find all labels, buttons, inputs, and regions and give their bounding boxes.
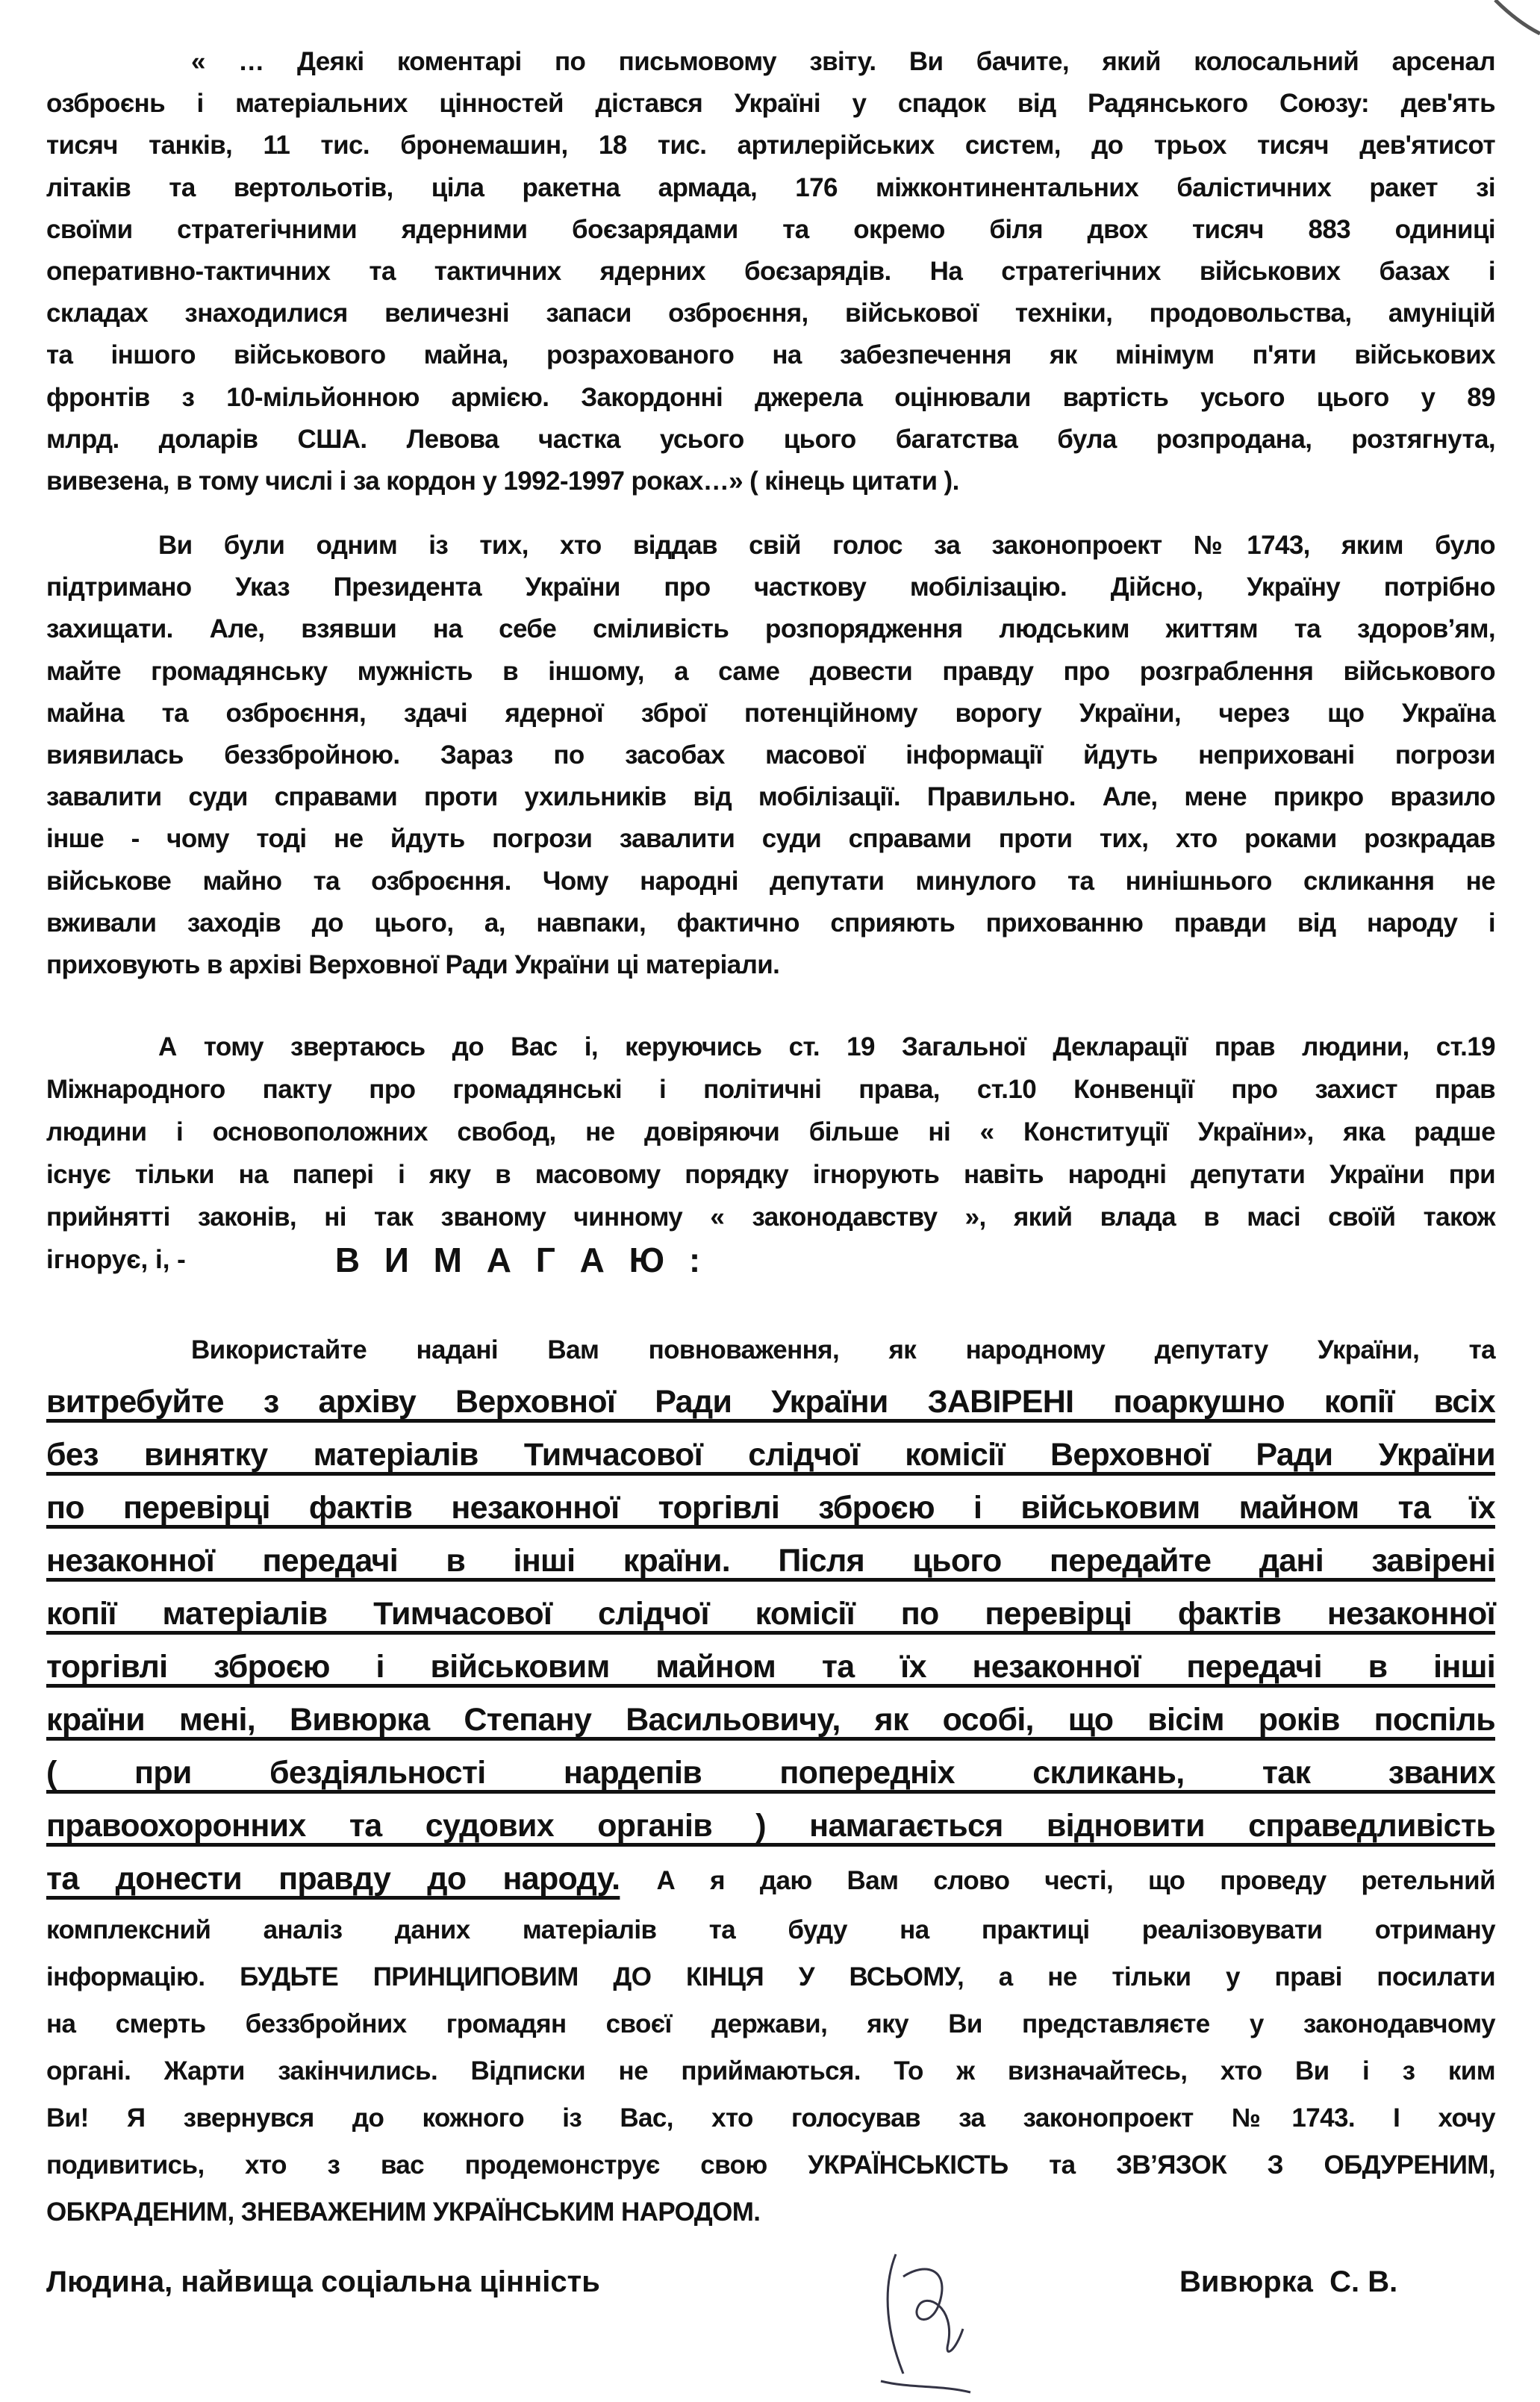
underlined-text: копії матеріалів Тимчасової слідчої комісії по перевірці фактів незаконної: [46, 1596, 1495, 1632]
text-line: складах знаходилися величезні запаси озброєння, військової техніки, продовольства, амуніцій: [46, 299, 1495, 328]
signature: [866, 2232, 985, 2402]
underlined-text: та донести правду до народу.: [46, 1861, 620, 1897]
text-line: А тому звертаюсь до Вас і, керуючись ст. 19 Загальної Декларації прав людини, ст.19: [158, 1032, 1495, 1061]
text-line: Ви були одним із тих, хто віддав свій голос за законопроект №1743, яким було: [158, 531, 1495, 560]
text-line: комплексний аналіз даних матеріалів та буду на практиці реалізовувати отриману: [46, 1915, 1495, 1944]
paragraph-vote: [46, 525, 1495, 986]
text-line: на смерть беззбройних громадян своєї держави, яку Ви представляєте у законодавчому: [46, 2009, 1495, 2038]
text-line: існує тільки на папері і яку в масовому порядку ігнорують навіть народні депутати України при: [46, 1160, 1495, 1189]
text-line: інше - чому тоді не йдуть погрози завалити суди справами проти тих, хто роками розкрадав: [46, 824, 1495, 854]
underlined-text: правоохоронних та судових органів ) намагається відновити справедливість: [46, 1808, 1495, 1844]
text-segment: А я даю Вам слово честі, що проведу ретельний: [656, 1866, 1496, 1895]
text-line: виявилась беззбройною. Зараз по засобах масової інформації йдуть неприховані погрози: [46, 740, 1495, 770]
underlined-line: [46, 1800, 1495, 1853]
underlined-line: [46, 1747, 1495, 1800]
underlined-text: незаконної передачі в інші країни. Після цього передайте дані завірені: [46, 1543, 1495, 1579]
footer: [46, 2265, 1495, 2307]
text-line: інформацію. БУДЬТЕ ПРИНЦИПОВИМ ДО КІНЦЯ У ВСЬОМУ, а не тільки у праві посилати: [46, 1962, 1495, 1991]
text-line: подивитись, хто з вас продемонструє свою УКРАЇНСЬКІСТЬ та ЗВ’ЯЗОК З ОБДУРЕНИМ,: [46, 2150, 1495, 2180]
underlined-line: [46, 1376, 1495, 1429]
text-line: органі. Жарти закінчились. Відписки не приймаються. То ж визначайтесь, хто Ви і з ким: [46, 2056, 1495, 2086]
text-line: своїми стратегічними ядерними боєзарядами та окремо біля двох тисяч 883 одиниці: [46, 214, 1495, 244]
underlined-line: [46, 1482, 1495, 1535]
text-line: прийнятті законів, ні так званому чинному « законодавству », який влада в масі своїй також: [46, 1202, 1495, 1232]
text-line: людини і основоположних свобод, не довіряючи більше ні « Конституції України», яка радше: [46, 1117, 1495, 1147]
text-line: вживали заходів до цього, а, навпаки, фактично сприяють прихованню правди від народу і: [46, 908, 1495, 938]
appeal-ending: ігнорує, і, -: [46, 1244, 186, 1274]
text-line: ОБКРАДЕНИМ, ЗНЕВАЖЕНИМ УКРАЇНСЬКИМ НАРОДОМ.: [46, 2197, 761, 2227]
page-curl-mark: [1473, 0, 1540, 45]
text-line: майна та озброєння, здачі ядерної зброї потенційному ворогу України, через що Україна: [46, 698, 1495, 728]
text-line: літаків та вертольотів, ціла ракетна армада, 176 міжконтинентальних балістичних ракет зі: [46, 172, 1495, 202]
author-name: Вивюрка С. В.: [1179, 2265, 1398, 2298]
underlined-line: [46, 1429, 1495, 1482]
text-line: та іншого військового майна, розрахованого на забезпечення як мінімум п'яти військових: [46, 340, 1495, 370]
paragraph-demand-intro: [46, 1329, 1495, 1371]
text-line: фронтів з 10-мільйонною армією. Закордонні джерела оцінювали вартість усього цього у 89: [46, 382, 1495, 412]
underlined-text: торгівлі зброєю і військовим майном та їх незаконної передачі в інші: [46, 1649, 1495, 1685]
underlined-line: [46, 1588, 1495, 1641]
underlined-text: витребуйте з архіву Верховної Ради України ЗАВІРЕНІ поаркушно копії всіх: [46, 1384, 1495, 1420]
underlined-line: [46, 1853, 1495, 1906]
demand-intro-line: Використайте надані Вам повноваження, як народному депутату України, та: [191, 1335, 1495, 1364]
underlined-line: [46, 1641, 1495, 1694]
underlined-text: ( при бездіяльності нардепів попередніх скликань, так званих: [46, 1755, 1495, 1791]
text-line: захищати. Але, взявши на себе сміливість розпорядження людським життям та здоров’ям,: [46, 614, 1495, 644]
underlined-text: без винятку матеріалів Тимчасової слідчої комісії Верховної Ради України: [46, 1437, 1495, 1473]
text-line: озброєнь і матеріальних цінностей дістався Україні у спадок від Радянського Союзу: дев'ять: [46, 89, 1495, 119]
text-line: підтримано Указ Президента України про часткову мобілізацію. Дійсно, Україну потрібно: [46, 573, 1495, 602]
text-line: приховують в архіві Верховної Ради України ці матеріали.: [46, 949, 780, 979]
paragraph-closing: [46, 1906, 1495, 2236]
underlined-line: [46, 1535, 1495, 1588]
underlined-line: [46, 1694, 1495, 1747]
text-line: Ви! Я звернувся до кожного із Вас, хто голосував за законопроект №1743. І хочу: [46, 2103, 1495, 2133]
underlined-text: країни мені, Вивюрка Степану Васильовичу, як особі, що вісім років поспіль: [46, 1702, 1495, 1738]
text-line: тисяч танків, 11 тис. бронемашин, 18 тис. артилерійських систем, до трьох тисяч дев'ятисот: [46, 131, 1495, 160]
motto: Людина, найвища соціальна цінність: [46, 2265, 600, 2298]
underlined-text: по перевірці фактів незаконної торгівлі зброєю і військовим майном та їх: [46, 1490, 1495, 1526]
paragraph-appeal: [46, 1026, 1495, 1238]
underlined-demand: [46, 1376, 1495, 1906]
demand-heading: В И М А Г А Ю :: [334, 1240, 708, 1279]
text-line: оперативно-тактичних та тактичних ядерних боєзарядів. На стратегічних військових базах і: [46, 256, 1495, 286]
paragraph-quote: [46, 41, 1495, 502]
demand-row: [46, 1238, 1495, 1281]
text-line: « … Деякі коментарі по письмовому звіту. Ви бачите, який колосальний арсенал: [191, 47, 1495, 76]
text-line: млрд. доларів США. Левова частка усього цього багатства була розпродана, розтягнута,: [46, 424, 1495, 454]
text-line: завалити суди справами проти ухильників від мобілізації. Правильно. Але, мене прикро вразило: [46, 782, 1495, 812]
text-line: майте громадянську мужність в іншому, а саме довести правду про розграблення військового: [46, 656, 1495, 686]
text-line: Міжнародного пакту про громадянські і політичні права, ст.10 Конвенції про захист прав: [46, 1075, 1495, 1104]
text-line: вивезена, в тому числі і за кордон у 1992-1997 роках…» ( кінець цитати ).: [46, 466, 959, 496]
text-line: військове майно та озброєння. Чому народні депутати минулого та нинішнього скликання не: [46, 866, 1495, 896]
